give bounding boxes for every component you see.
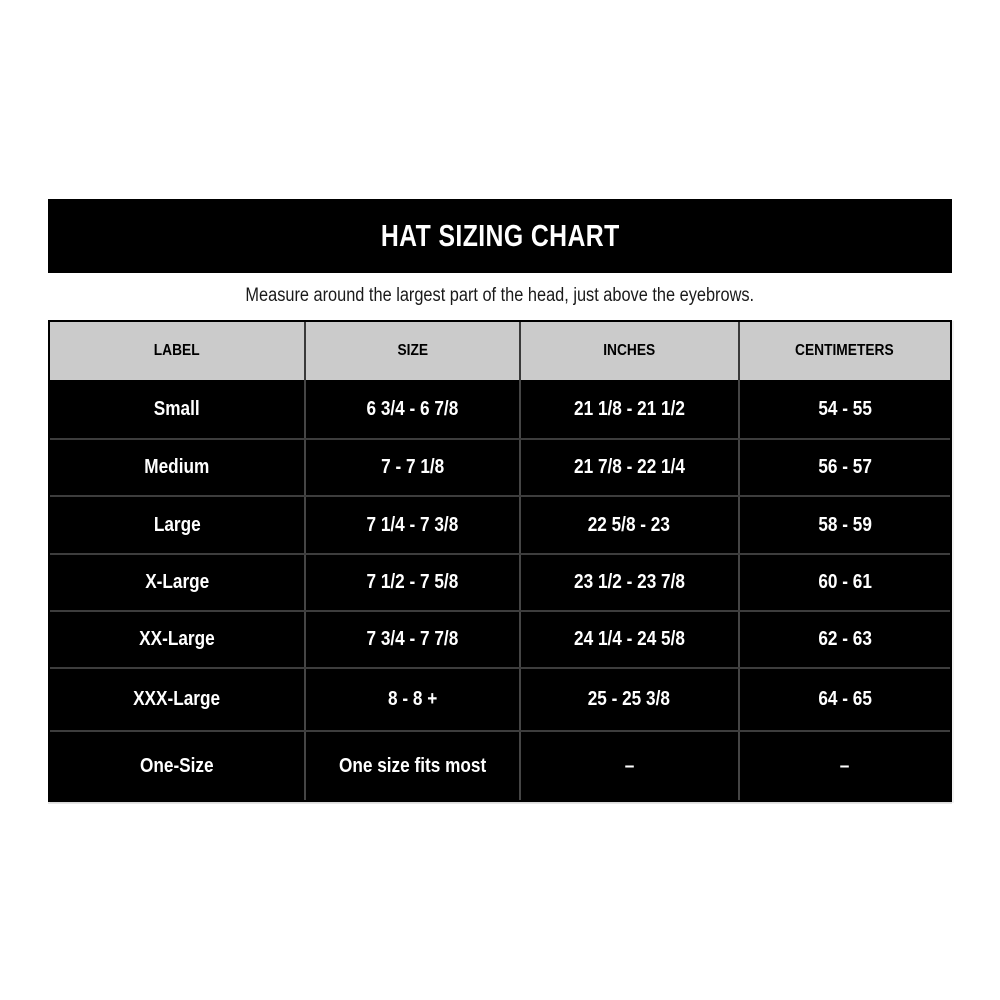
cell-centimeters bbox=[738, 669, 950, 730]
cell-size bbox=[304, 669, 519, 730]
cell-text: 7 1/4 - 7 3/8 bbox=[366, 513, 459, 536]
column-header-size-text: SIZE bbox=[397, 342, 428, 359]
measurement-instruction-text: Measure around the largest part of the head, just above the eyebrows. bbox=[245, 285, 755, 306]
title-banner bbox=[48, 199, 952, 273]
cell-text: 7 3/4 - 7 7/8 bbox=[366, 628, 459, 650]
cell-inches bbox=[519, 440, 738, 495]
cell-centimeters bbox=[738, 555, 950, 610]
cell-text: Small bbox=[153, 397, 200, 420]
cell-text: 7 1/2 - 7 5/8 bbox=[366, 571, 459, 593]
cell-label bbox=[50, 380, 304, 438]
cell-text: 22 5/8 - 23 bbox=[588, 513, 671, 536]
cell-text: 58 - 59 bbox=[817, 513, 872, 536]
cell-text: – bbox=[624, 754, 635, 777]
cell-text: 64 - 65 bbox=[817, 688, 872, 710]
cell-inches bbox=[519, 380, 738, 438]
cell-text: 60 - 61 bbox=[817, 571, 872, 593]
table-row-large bbox=[50, 495, 950, 553]
cell-size bbox=[304, 440, 519, 495]
cell-label bbox=[50, 612, 304, 667]
cell-inches bbox=[519, 669, 738, 730]
cell-text: 23 1/2 - 23 7/8 bbox=[573, 571, 685, 593]
cell-text: One-Size bbox=[140, 754, 214, 777]
table-row-medium bbox=[50, 438, 950, 495]
cell-centimeters bbox=[738, 612, 950, 667]
table-row-xx-large bbox=[50, 610, 950, 667]
cell-label bbox=[50, 440, 304, 495]
cell-text: 21 1/8 - 21 1/2 bbox=[573, 397, 685, 420]
cell-centimeters bbox=[738, 732, 950, 800]
cell-text: 8 - 8 + bbox=[387, 688, 437, 710]
cell-text: X-Large bbox=[144, 571, 209, 593]
cell-text: 7 - 7 1/8 bbox=[380, 456, 444, 478]
column-header-size bbox=[304, 322, 519, 380]
column-header-centimeters-text: CENTIMETERS bbox=[795, 342, 895, 359]
table-row-small bbox=[50, 380, 950, 438]
cell-text: One size fits most bbox=[338, 754, 486, 777]
table-row-x-large bbox=[50, 553, 950, 610]
cell-text: 62 - 63 bbox=[817, 628, 872, 650]
cell-text: 21 7/8 - 22 1/4 bbox=[573, 456, 685, 478]
cell-text: XXX-Large bbox=[133, 688, 221, 710]
cell-inches bbox=[519, 555, 738, 610]
column-header-label-text: LABEL bbox=[153, 342, 200, 359]
cell-text: Medium bbox=[144, 456, 210, 478]
cell-size bbox=[304, 732, 519, 800]
cell-centimeters bbox=[738, 497, 950, 553]
cell-text: 6 3/4 - 6 7/8 bbox=[366, 397, 459, 420]
cell-text: 24 1/4 - 24 5/8 bbox=[573, 628, 685, 650]
column-header-label bbox=[50, 322, 304, 380]
cell-inches bbox=[519, 497, 738, 553]
cell-size bbox=[304, 612, 519, 667]
cell-size bbox=[304, 380, 519, 438]
chart-title: HAT SIZING CHART bbox=[380, 218, 620, 253]
cell-size bbox=[304, 497, 519, 553]
table-header-row bbox=[50, 322, 950, 380]
cell-text: 54 - 55 bbox=[817, 397, 872, 420]
cell-inches bbox=[519, 612, 738, 667]
cell-inches bbox=[519, 732, 738, 800]
cell-text: – bbox=[839, 754, 850, 777]
column-header-inches-text: INCHES bbox=[603, 342, 656, 359]
cell-text: XX-Large bbox=[139, 628, 215, 650]
table-row-one-size bbox=[50, 730, 950, 800]
cell-text: Large bbox=[153, 513, 201, 536]
cell-text: 56 - 57 bbox=[817, 456, 872, 478]
cell-centimeters bbox=[738, 380, 950, 438]
cell-label bbox=[50, 555, 304, 610]
measurement-instruction bbox=[48, 284, 952, 308]
cell-label bbox=[50, 497, 304, 553]
cell-label bbox=[50, 732, 304, 800]
column-header-centimeters bbox=[738, 322, 950, 380]
cell-centimeters bbox=[738, 440, 950, 495]
sizing-table bbox=[48, 320, 952, 802]
table-row-xxx-large bbox=[50, 667, 950, 730]
column-header-inches bbox=[519, 322, 738, 380]
cell-text: 25 - 25 3/8 bbox=[588, 688, 671, 710]
cell-size bbox=[304, 555, 519, 610]
cell-label bbox=[50, 669, 304, 730]
